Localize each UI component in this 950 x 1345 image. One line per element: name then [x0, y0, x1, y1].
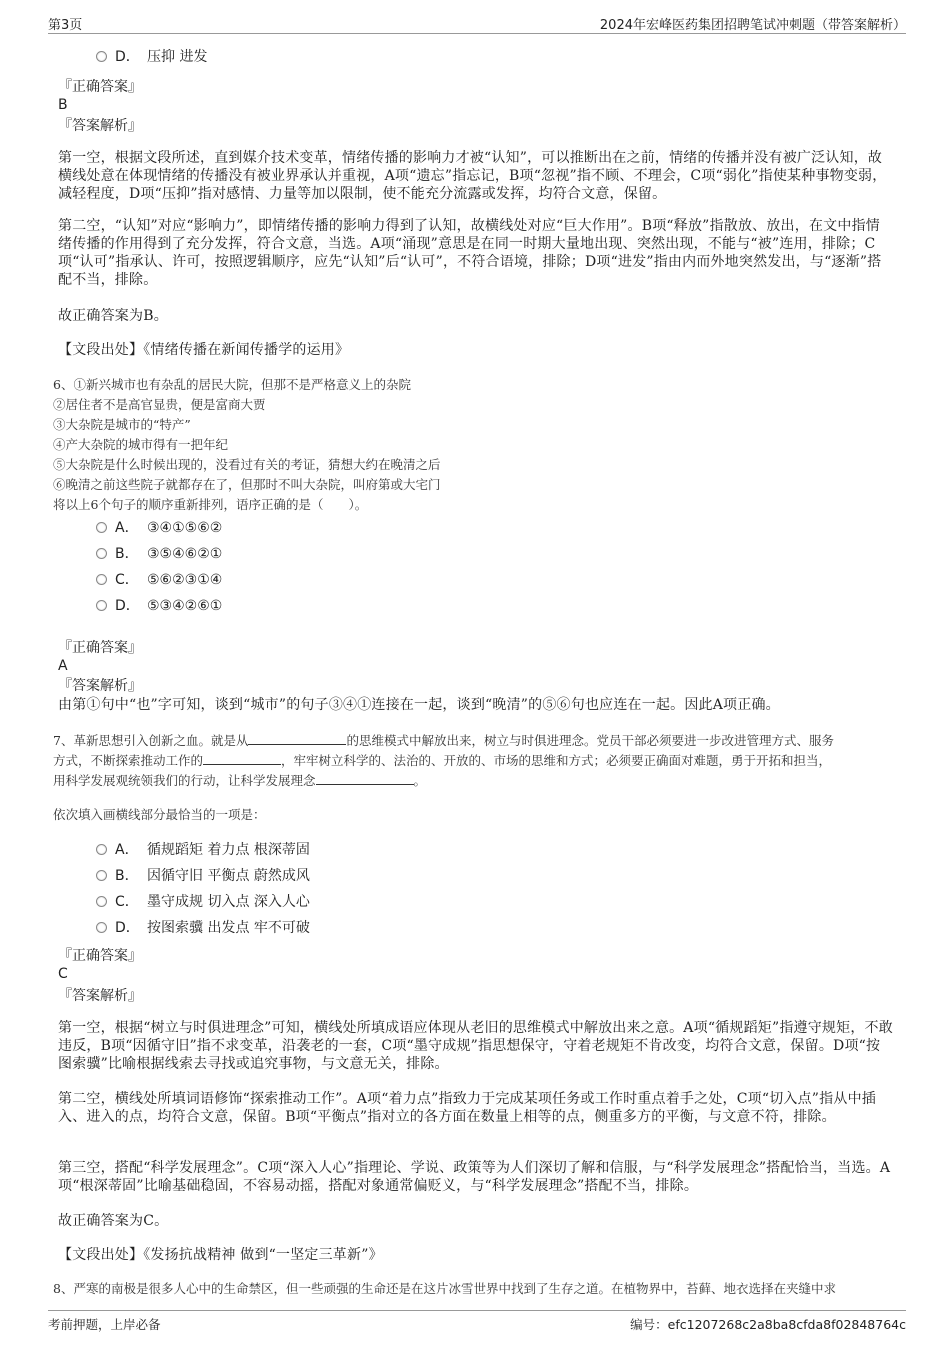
option-text: 墨守成规 切入点 深入人心	[147, 894, 310, 910]
q8-stem: 8、严寒的南极是很多人心中的生命禁区，但一些顽强的生命还是在这片冰雪世界中找到了生存之道。在植物界中，苔藓、地衣选择在夹缝中求	[53, 1281, 836, 1296]
q5-answer: B	[58, 97, 68, 113]
radio-icon[interactable]	[96, 896, 107, 907]
radio-icon[interactable]	[96, 844, 107, 855]
q5-analysis-para-2: 第二空，“认知”对应“影响力”，即情绪传播的影响力得到了认知，故横线处对应“巨大作用”。B项“释放”指散放、放出，在文中指情绪传播的作用得到了充分发挥，符合文意，当选。A项“涌现”意思是在同一时期大量地出现、突然出现，不能与“被”连用，排除；C项“认可”指承认、许可，按照逻辑顺序，应先“认知”后“认可”，不符合语境，排除；D项“进发”指由内而外地突然发出，与“逐渐”搭配不当，排除。	[58, 218, 882, 288]
q7-stem-part: 方式，不断探索推动工作的	[53, 753, 204, 768]
q7-analysis-conclusion: 故正确答案为C。	[58, 1213, 169, 1229]
q7-stem-part: 的思维模式中解放出来，树立与时俱进理念。党员干部必须要进一步改进管理方式、服务	[346, 733, 834, 748]
radio-icon[interactable]	[96, 870, 107, 881]
radio-icon[interactable]	[96, 922, 107, 933]
q7-option-a[interactable]: A． 循规蹈矩 着力点 根深蒂固	[96, 840, 310, 860]
page-header	[48, 12, 906, 34]
option-text: ③⑤④⑥②①	[147, 546, 223, 562]
q6-analysis: 由第①句中“也”字可知，谈到“城市”的句子③④①连接在一起，谈到“晚清”的⑤⑥句也应连在一起。因此A项正确。	[58, 697, 780, 713]
q7-stem-part: 用科学发展观统领我们的行动，让科学发展理念	[53, 773, 316, 788]
q7-stem-part: ，牢牢树立科学的、法治的、开放的、市场的思维和方式；必须要正确面对难题，勇于开拓和担当，	[281, 753, 832, 768]
q6-stem	[53, 375, 895, 515]
q6-option-a[interactable]: A． ③④①⑤⑥②	[96, 518, 222, 538]
option-text: 循规蹈矩 着力点 根深蒂固	[147, 842, 310, 858]
analysis-label: 『答案解析』	[58, 988, 142, 1004]
q6-answer: A	[58, 658, 68, 674]
radio-icon[interactable]	[96, 574, 107, 585]
option-text: ③④①⑤⑥②	[147, 520, 223, 536]
q7-analysis-para-2: 第二空，横线处所填词语修饰“探索推动工作”。A项“着力点”指致力于完成某项任务或工作时重点着手之处，C项“切入点”指从中插入、进入的点，均符合文意，保留。B项“平衡点”指对立的各方面在数量上相等的点，侧重多方的平衡，与文意不符，排除。	[58, 1091, 876, 1125]
option-text: ⑤⑥②③①④	[147, 572, 223, 588]
document-id: 编号：efc1207268c2a8ba8cfda8f02848764c	[630, 1317, 906, 1332]
radio-icon[interactable]	[96, 51, 107, 62]
q6-stem-line: 6、①新兴城市也有杂乱的居民大院，但那不是严格意义上的杂院	[53, 377, 411, 392]
q6-stem-line: ②居住者不是高官显贵，便是富商大贾	[53, 397, 266, 412]
answer-label: 『正确答案』	[58, 640, 142, 656]
q7-option-b[interactable]: B． 因循守旧 平衡点 蔚然成风	[96, 866, 310, 886]
analysis-label: 『答案解析』	[58, 678, 142, 694]
radio-icon[interactable]	[96, 548, 107, 559]
analysis-label: 『答案解析』	[58, 118, 142, 134]
option-text: 因循守旧 平衡点 蔚然成风	[147, 868, 310, 884]
fill-blank-1[interactable]	[248, 731, 346, 745]
q7-source: 【文段出处】《发扬抗战精神 做到“一坚定三革新”》	[58, 1247, 383, 1263]
q5-source: 【文段出处】《情绪传播在新闻传播学的运用》	[58, 342, 350, 358]
q7-option-d[interactable]: D． 按图索骥 出发点 牢不可破	[96, 918, 310, 938]
option-text: 按图索骥 出发点 牢不可破	[147, 920, 310, 936]
q6-option-d[interactable]: D． ⑤③④②⑥①	[96, 596, 222, 616]
q7-stem	[53, 731, 895, 791]
q6-stem-line: ④产大杂院的城市得有一把年纪	[53, 437, 229, 452]
q7-analysis-para-3: 第三空，搭配“科学发展理念”。C项“深入人心”指理论、学说、政策等为人们深切了解和信服，与“科学发展理念”搭配恰当，当选。A项“根深蒂固”比喻基础稳固，不容易动摇，搭配对象通常偏贬义，与“科学发展理念”搭配不当，排除。	[58, 1160, 891, 1194]
q6-stem-line: ③大杂院是城市的“特产”	[53, 417, 191, 432]
q6-stem-line: ⑤大杂院是什么时候出现的，没看过有关的考证，猜想大约在晚清之后	[53, 457, 441, 472]
q5-analysis-para-1: 第一空，根据文段所述，直到媒介技术变革，情绪传播的影响力才被“认知”，可以推断出在之前，情绪的传播并没有被广泛认知，故横线处意在体现情绪的传播没有被业界承认并重视，A项“遗忘”指忘记，B项“忽视”指不顾、不理会，C项“弱化”指使某种事物变弱，减轻程度，D项“压抑”指对感情、力量等加以限制，使不能充分流露或发挥，均符合文意，保留。	[58, 150, 887, 202]
q7-answer: C	[58, 966, 68, 982]
q5-option-d[interactable]: D． 压抑 进发	[96, 47, 207, 67]
q5-analysis-conclusion: 故正确答案为B。	[58, 308, 168, 324]
q7-stem-part: 7、革新思想引入创新之血。就是从	[53, 733, 249, 748]
option-text: 压抑 进发	[147, 49, 208, 65]
q6-option-c[interactable]: C． ⑤⑥②③①④	[96, 570, 222, 590]
radio-icon[interactable]	[96, 522, 107, 533]
q7-stem-part: 。	[413, 773, 427, 788]
fill-blank-3[interactable]	[316, 771, 414, 785]
answer-label: 『正确答案』	[58, 948, 142, 964]
answer-label: 『正确答案』	[58, 79, 142, 95]
q6-option-b[interactable]: B． ③⑤④⑥②①	[96, 544, 222, 564]
q7-analysis-para-1: 第一空，根据“树立与时俱进理念”可知，横线处所填成语应体现从老旧的思维模式中解放出来之意。A项“循规蹈矩”指遵守规矩，不敢违反，B项“因循守旧”指不求变革，沿袭老的一套，C项“墨守成规”指思想保守，守着老规矩不肯改变，均符合文意，保留。D项“按图索骥”比喻根据线索去寻找或追究事物，与文意无关，排除。	[58, 1020, 893, 1072]
page-number: 第3页	[48, 18, 83, 33]
q6-stem-line: ⑥晚清之前这些院子就都存在了，但那时不叫大杂院，叫府第或大宅门	[53, 477, 441, 492]
fill-blank-2[interactable]	[203, 751, 281, 765]
q7-instruction: 依次填入画横线部分最恰当的一项是：	[53, 807, 266, 822]
option-text: ⑤③④②⑥①	[147, 598, 223, 614]
page-footer	[48, 1310, 906, 1334]
q7-option-c[interactable]: C． 墨守成规 切入点 深入人心	[96, 892, 310, 912]
q6-stem-line: 将以上6个句子的顺序重新排列，语序正确的是（ ）。	[53, 497, 368, 512]
footer-slogan: 考前押题，上岸必备	[48, 1317, 161, 1332]
document-title: 2024年宏峰医药集团招聘笔试冲刺题（带答案解析）	[599, 18, 906, 33]
radio-icon[interactable]	[96, 600, 107, 611]
